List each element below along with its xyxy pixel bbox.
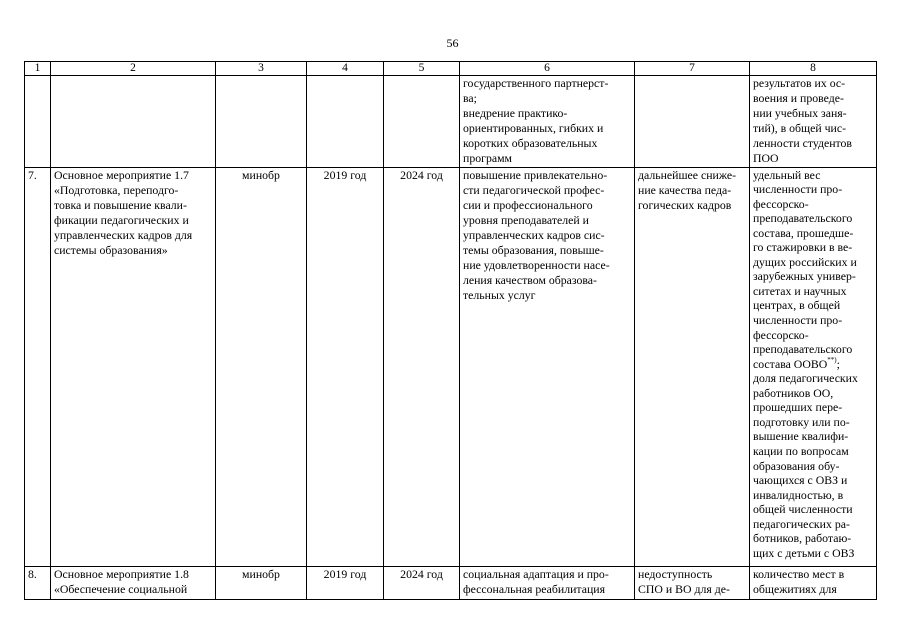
end-year: 2024 год: [384, 566, 460, 599]
responsible: [216, 76, 307, 168]
table-row: [25, 167, 877, 566]
consequence: [635, 76, 750, 168]
footnote-mark: **): [827, 355, 837, 364]
expected-result: государственного партнерст- ва; внедрение практико- ориентированных, гибких и коротких образовательных программ: [460, 76, 635, 168]
end-year: [384, 76, 460, 168]
indicator: результатов их ос- воения и проведе- нии учебных заня- тий), в общей чис- ленности студентов ПОО: [750, 76, 877, 168]
start-year: [307, 76, 384, 168]
header-cell: 6: [460, 62, 635, 76]
events-table: [24, 61, 877, 600]
row-number: 7.: [25, 167, 51, 566]
column-number-row: [25, 62, 877, 76]
consequence: дальнейшее сниже- ние качества педа- гогических кадров: [635, 167, 750, 566]
indicator: количество мест в общежитиях для: [750, 566, 877, 599]
header-cell: 8: [750, 62, 877, 76]
header-cell: 1: [25, 62, 51, 76]
indicator-text-a: удельный вес численности про- фессорско- преподавательского состава, прошедше- го стажировки в ве- дущих российских и зарубежных универ- ситетах и научных центрах, в общей численности про- фессорско- преподавательского состава ООВО: [753, 167, 857, 371]
header-cell: 7: [635, 62, 750, 76]
start-year: 2019 год: [307, 566, 384, 599]
header-cell: 3: [216, 62, 307, 76]
event-name: Основное мероприятие 1.7 «Подготовка, переподго- товка и повышение квали- фикации педагогических и управленческих кадров для системы образования»: [51, 167, 216, 566]
expected-result: социальная адаптация и про- фессональная реабилитация: [460, 566, 635, 599]
event-name: [51, 76, 216, 168]
expected-result: повышение привлекательно- сти педагогической профес- сии и профессионального уровня преподавателей и управленческих кадров сис- темы образования, повыше- ние удовлетворенности насе- ления качеством образова- тельных услуг: [460, 167, 635, 566]
page-number: 56: [446, 36, 459, 50]
table-row: [25, 76, 877, 168]
responsible: минобр: [216, 566, 307, 599]
consequence: недоступность СПО и ВО для де-: [635, 566, 750, 599]
header-cell: 5: [384, 62, 460, 76]
row-number: 8.: [25, 566, 51, 599]
responsible: минобр: [216, 167, 307, 566]
header-cell: 4: [307, 62, 384, 76]
header-cell: 2: [51, 62, 216, 76]
row-number: [25, 76, 51, 168]
start-year: 2019 год: [307, 167, 384, 566]
table-row: [25, 566, 877, 599]
indicator: [750, 167, 877, 566]
event-name: Основное мероприятие 1.8 «Обеспечение социальной: [51, 566, 216, 599]
end-year: 2024 год: [384, 167, 460, 566]
indicator-text-b: ; доля педагогических работников ОО, прошедших пере- подготовку или по- вышение квалифи- кации по вопросам образования обу- чающихся с ОВЗ и инвалидностью, в общей численности педагогических ра- ботников, работаю- щих с детьми с ОВЗ: [753, 356, 858, 560]
